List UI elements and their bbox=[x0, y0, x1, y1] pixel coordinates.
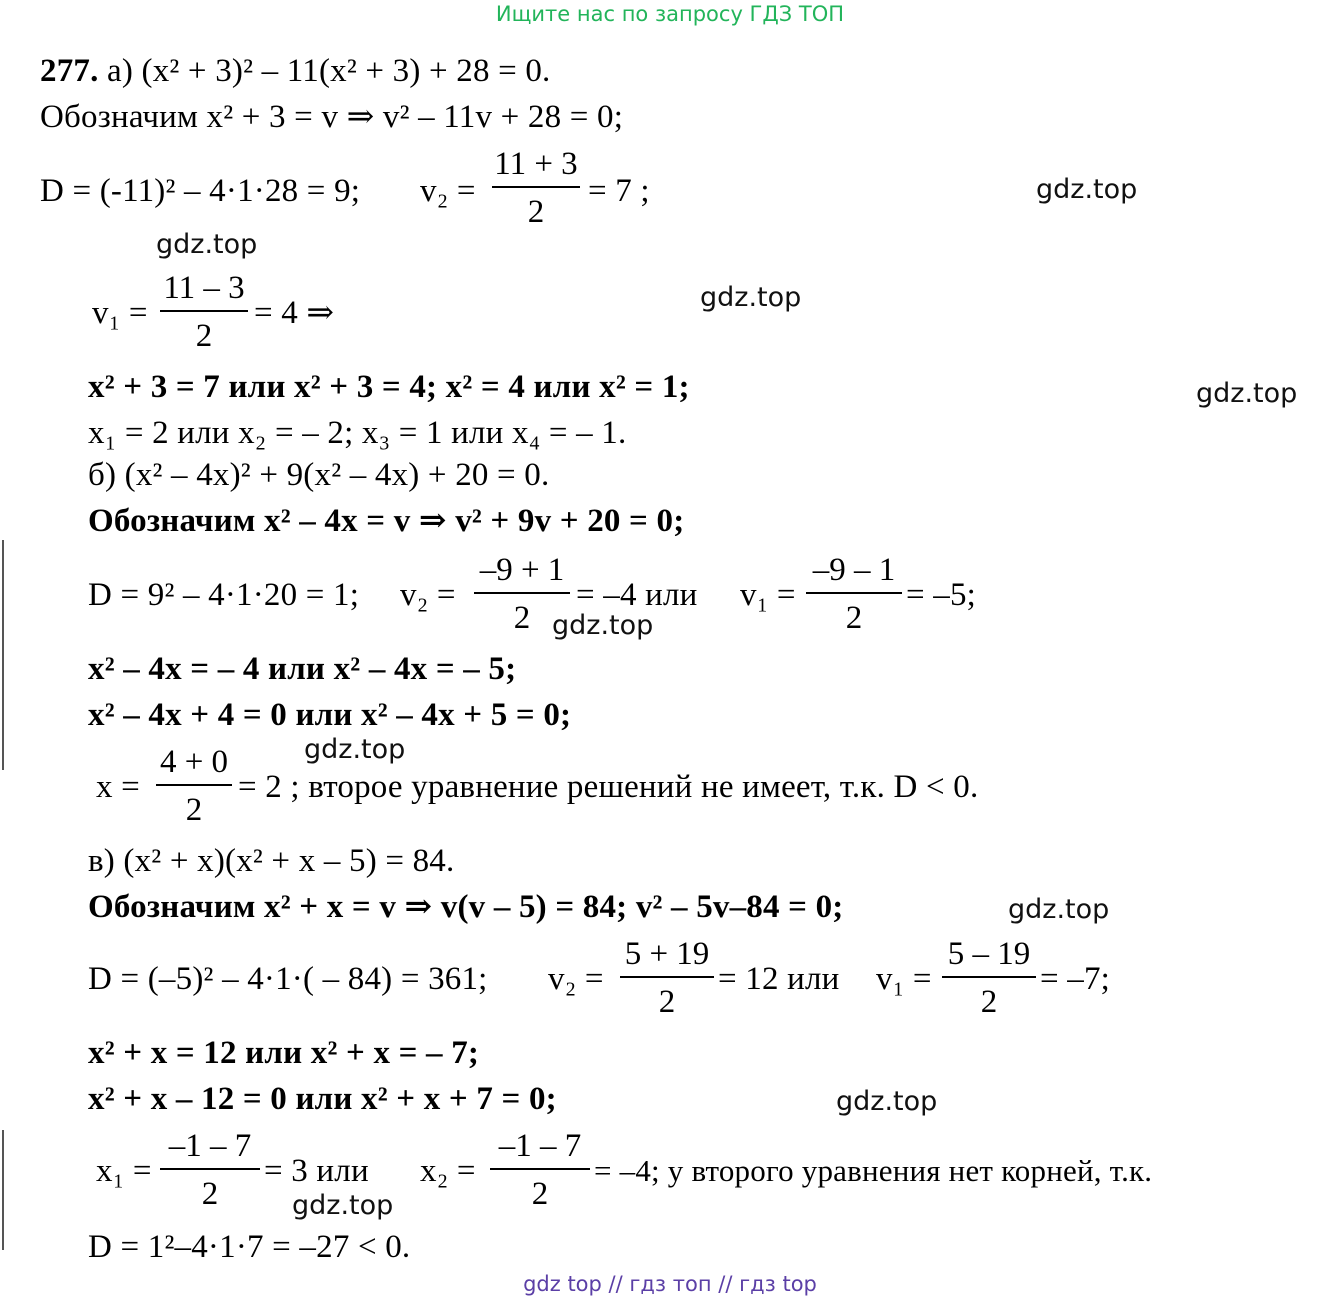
fraction-bar bbox=[806, 592, 902, 594]
problem-b-v1-label: v₁ = bbox=[740, 577, 796, 613]
problem-c-x2-result: = –4; у второго уравнения нет корней, т.к. bbox=[594, 1153, 1153, 1188]
fraction-denominator: 2 bbox=[201, 1176, 219, 1212]
fraction-denominator: 2 bbox=[527, 194, 545, 230]
problem-c-x1-label: x₁ = bbox=[96, 1153, 152, 1189]
search-banner: Ищите нас по запросу ГДЗ ТОП bbox=[495, 2, 845, 26]
fraction-bar bbox=[942, 976, 1036, 978]
watermark-text: gdz.top bbox=[1036, 174, 1138, 205]
problem-a-v2-result: = 7 ; bbox=[588, 173, 650, 209]
problem-c-v1-label: v₁ = bbox=[876, 961, 932, 997]
problem-b-x-result: = 2 ; второе уравнение решений не имеет, т.к. D < 0. bbox=[238, 769, 979, 805]
problem-b-line2: x² – 4x + 4 = 0 или x² – 4x + 5 = 0; bbox=[88, 697, 572, 733]
watermark-text: gdz.top bbox=[1196, 378, 1298, 409]
fraction-numerator: 11 + 3 bbox=[494, 146, 578, 182]
fraction-denominator: 2 bbox=[195, 318, 213, 354]
problem-a-v1-result: = 4 ⇒ bbox=[254, 295, 335, 331]
problem-a-v1-fraction bbox=[160, 270, 248, 354]
fraction-numerator: –1 – 7 bbox=[168, 1128, 252, 1164]
problem-c-last-line: D = 1²–4·1·7 = –27 < 0. bbox=[88, 1229, 411, 1265]
problem-a-roots: x₁ = 2 или x₂ = – 2; x₃ = 1 или x₄ = – 1. bbox=[88, 415, 627, 451]
fraction-bar bbox=[490, 1168, 590, 1170]
fraction-numerator: –9 + 1 bbox=[479, 552, 565, 588]
fraction-numerator: 11 – 3 bbox=[163, 270, 245, 306]
problem-a-squares: x² + 3 = 7 или x² + 3 = 4; x² = 4 или x² = 1; bbox=[88, 369, 690, 405]
watermark-text: gdz.top bbox=[304, 734, 406, 765]
problem-a-equation-text: а) (x² + 3)² – 11(x² + 3) + 28 = 0. bbox=[107, 53, 551, 89]
problem-c-equation: в) (x² + x)(x² + x – 5) = 84. bbox=[88, 843, 455, 879]
problem-b-x-label: x = bbox=[96, 769, 140, 805]
fraction-numerator: 5 – 19 bbox=[947, 936, 1031, 972]
fraction-bar bbox=[160, 310, 248, 312]
problem-c-line2: x² + x – 12 = 0 или x² + x + 7 = 0; bbox=[88, 1081, 557, 1117]
problem-c-v2-label: v₂ = bbox=[548, 961, 604, 997]
fraction-denominator: 2 bbox=[845, 600, 863, 636]
problem-b-substitution: Обозначим x² – 4x = v ⇒ v² + 9v + 20 = 0; bbox=[88, 503, 685, 539]
problem-b-equation: б) (x² – 4x)² + 9(x² – 4x) + 20 = 0. bbox=[88, 457, 550, 493]
fraction-numerator: 4 + 0 bbox=[159, 744, 229, 780]
scan-edge-mark bbox=[2, 1130, 4, 1250]
fraction-denominator: 2 bbox=[980, 984, 998, 1020]
fraction-denominator: 2 bbox=[513, 600, 531, 636]
problem-c-discriminant: D = (–5)² – 4·1·( – 84) = 361; bbox=[88, 961, 488, 997]
problem-c-v2-fraction bbox=[620, 936, 714, 1020]
problem-a-v1-label: v₁ = bbox=[92, 295, 148, 331]
watermark-text: gdz.top bbox=[292, 1190, 394, 1221]
problem-c-x1-fraction bbox=[160, 1128, 260, 1212]
problem-c-line1: x² + x = 12 или x² + x = – 7; bbox=[88, 1035, 480, 1071]
watermark-text: gdz.top bbox=[552, 610, 654, 641]
scan-edge-mark bbox=[2, 540, 4, 770]
problem-a-v2-label: v₂ = bbox=[420, 173, 476, 209]
problem-b-discriminant: D = 9² – 4·1·20 = 1; bbox=[88, 577, 360, 613]
watermark-text: gdz.top bbox=[156, 229, 258, 260]
watermark-text: gdz.top bbox=[836, 1086, 938, 1117]
problem-b-v1-result: = –5; bbox=[906, 577, 977, 613]
fraction-bar bbox=[492, 186, 580, 188]
fraction-bar bbox=[620, 976, 714, 978]
problem-b-v2-label: v₂ = bbox=[400, 577, 456, 613]
watermark-text: gdz.top bbox=[1008, 894, 1110, 925]
watermark-text: gdz.top bbox=[700, 282, 802, 313]
problem-c-x1-result: = 3 или bbox=[264, 1153, 369, 1189]
problem-c-v2-result: = 12 или bbox=[718, 961, 840, 997]
fraction-bar bbox=[474, 592, 570, 594]
footer-links: gdz top // гдз топ // гдз top bbox=[523, 1272, 817, 1296]
fraction-numerator: –9 – 1 bbox=[812, 552, 896, 588]
fraction-bar bbox=[156, 784, 232, 786]
fraction-bar bbox=[160, 1168, 260, 1170]
problem-b-line1: x² – 4x = – 4 или x² – 4x = – 5; bbox=[88, 651, 517, 687]
fraction-numerator: –1 – 7 bbox=[498, 1128, 582, 1164]
problem-a-discriminant: D = (-11)² – 4·1·28 = 9; bbox=[40, 173, 361, 209]
fraction-denominator: 2 bbox=[658, 984, 676, 1020]
problem-a-substitution: Обозначим x² + 3 = v ⇒ v² – 11v + 28 = 0; bbox=[40, 99, 624, 135]
fraction-denominator: 2 bbox=[185, 792, 203, 828]
problem-b-v2-result: = –4 или bbox=[576, 577, 698, 613]
fraction-denominator: 2 bbox=[531, 1176, 549, 1212]
problem-b-x-fraction bbox=[156, 744, 232, 828]
problem-a-v2-fraction bbox=[492, 146, 580, 230]
problem-c-x2-fraction bbox=[490, 1128, 590, 1212]
fraction-numerator: 5 + 19 bbox=[624, 936, 710, 972]
problem-a-equation bbox=[40, 52, 551, 90]
problem-c-x2-label: x₂ = bbox=[420, 1153, 476, 1189]
problem-number: 277. bbox=[40, 53, 99, 89]
problem-c-substitution: Обозначим x² + x = v ⇒ v(v – 5) = 84; v² – 5v–84 = 0; bbox=[88, 889, 844, 925]
problem-c-v1-result: = –7; bbox=[1040, 961, 1111, 997]
problem-b-v1-fraction bbox=[806, 552, 902, 636]
problem-c-v1-fraction bbox=[942, 936, 1036, 1020]
